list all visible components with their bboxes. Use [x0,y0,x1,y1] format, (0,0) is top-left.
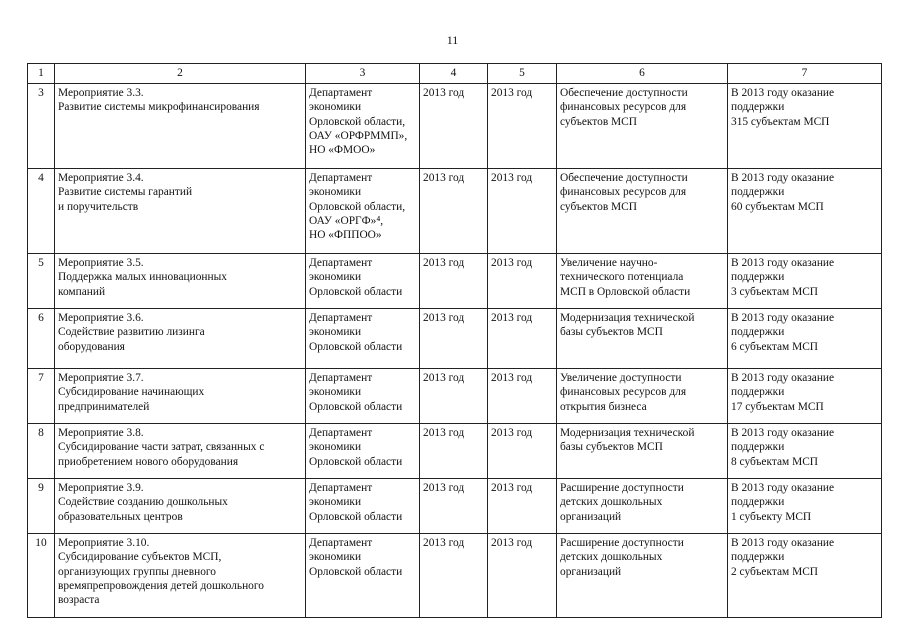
executor-cell [306,534,420,618]
end-year-cell: 2013 год [488,534,557,618]
measure-cell-line: Поддержка малых инновационных [58,271,227,284]
indicator-cell-line: 8 субъектам МСП [731,455,819,468]
executor-cell [306,369,420,424]
column-header: 5 [488,64,557,84]
expected-result-cell-line: базы субъектов МСП [560,326,663,339]
measure-cell [55,479,306,534]
expected-result-cell-line: Обеспечение доступности [560,87,688,99]
expected-result-cell [557,534,728,618]
expected-result-cell [557,84,728,169]
measure-cell-line: компаний [58,285,106,298]
table-row [28,479,882,534]
indicator-cell-line: 3 субъектам МСП [731,285,819,298]
executor-cell-line: экономики [309,271,362,284]
executor-cell-line: экономики [309,101,362,114]
expected-result-cell-line: Увеличение научно- [560,257,658,269]
row-number: 4 [28,169,55,254]
expected-result-cell-line: Увеличение доступности [560,372,682,384]
executor-cell [306,424,420,479]
expected-result-cell-line: детских дошкольных [560,551,663,564]
measure-cell-line: приобретением нового оборудования [58,455,239,468]
table-row [28,169,882,254]
indicator-cell-line: В 2013 году оказание [731,482,835,494]
executor-cell-line: Департамент [309,372,373,384]
executor-cell [306,309,420,369]
executor-cell-line: Орловской области, [309,200,406,213]
executor-cell-line: ОАУ «ОРФРММП», [309,129,408,142]
table-row [28,309,882,369]
measure-cell-line: образовательных центров [58,510,183,523]
indicator-cell [728,84,882,169]
indicator-cell [728,169,882,254]
measure-cell-line: предпринимателей [58,400,150,413]
expected-result-cell-line: открытия бизнеса [560,400,647,413]
expected-result-cell-line: субъектов МСП [560,200,637,213]
row-number: 7 [28,369,55,424]
expected-result-cell [557,254,728,309]
indicator-cell-line: 60 субъектам МСП [731,200,824,213]
page-number: 11 [446,33,459,47]
measure-cell-line: Субсидирование начинающих [58,386,205,399]
row-number: 5 [28,254,55,309]
indicator-cell-line: В 2013 году оказание [731,537,835,549]
executor-cell-line: ОАУ «ОРГФ»⁴, [309,214,384,227]
measure-cell [55,309,306,369]
table-row [28,369,882,424]
start-year-cell: 2013 год [420,84,488,169]
executor-cell-line: Департамент [309,312,373,324]
expected-result-cell-line: технического потенциала [560,271,684,284]
indicator-cell [728,309,882,369]
end-year-cell: 2013 год [488,424,557,479]
measure-cell-line: Мероприятие 3.10. [58,537,150,549]
indicator-cell-line: В 2013 году оказание [731,427,835,439]
header-row [28,64,882,84]
measure-cell-line: оборудования [58,340,125,353]
table-row [28,254,882,309]
indicator-cell-line: 315 субъектам МСП [731,115,830,128]
measure-cell [55,169,306,254]
executor-cell [306,169,420,254]
indicator-cell-line: поддержки [731,496,785,509]
executor-cell-line: Департамент [309,172,373,184]
indicator-cell-line: 6 субъектам МСП [731,340,819,353]
executor-cell-line: экономики [309,496,362,509]
expected-result-cell-line: Расширение доступности [560,482,684,494]
measure-cell-line: Субсидирование части затрат, связанных с [58,441,265,454]
executor-cell-line: Орловской области [309,285,403,298]
executor-cell-line: Департамент [309,87,373,99]
expected-result-cell-line: организаций [560,565,622,578]
start-year-cell: 2013 год [420,424,488,479]
executor-cell-line: Орловской области [309,340,403,353]
executor-cell-line: экономики [309,326,362,339]
expected-result-cell-line: организаций [560,510,622,523]
column-header: 2 [55,64,306,84]
measure-cell-line: Развитие системы микрофинансирования [58,101,260,114]
table-row [28,84,882,169]
measure-cell [55,254,306,309]
executor-cell-line: Орловской области [309,510,403,523]
indicator-cell-line: В 2013 году оказание [731,172,835,184]
measure-cell-line: Мероприятие 3.6. [58,312,144,324]
measure-cell-line: Содействие развитию лизинга [58,326,205,339]
indicator-cell-line: поддержки [731,326,785,339]
executor-cell [306,479,420,534]
column-header: 7 [728,64,882,84]
indicator-cell [728,424,882,479]
executor-cell-line: Департамент [309,427,373,439]
start-year-cell: 2013 год [420,309,488,369]
measure-cell [55,369,306,424]
expected-result-cell-line: субъектов МСП [560,115,637,128]
row-number: 8 [28,424,55,479]
start-year-cell: 2013 год [420,369,488,424]
table-row [28,424,882,479]
executor-cell-line: Департамент [309,482,373,494]
expected-result-cell-line: детских дошкольных [560,496,663,509]
end-year-cell: 2013 год [488,369,557,424]
end-year-cell: 2013 год [488,84,557,169]
indicator-cell [728,254,882,309]
executor-cell-line: Орловской области [309,400,403,413]
end-year-cell: 2013 год [488,309,557,369]
indicator-cell-line: 1 субъекту МСП [731,510,812,523]
executor-cell-line: Орловской области [309,565,403,578]
expected-result-cell-line: финансовых ресурсов для [560,186,687,199]
executor-cell [306,84,420,169]
expected-result-cell-line: базы субъектов МСП [560,441,663,454]
executor-cell-line: Департамент [309,537,373,549]
measure-cell-line: Мероприятие 3.8. [58,427,144,439]
measure-cell-line: организующих группы дневного [58,565,216,578]
row-number: 10 [28,534,55,618]
indicator-cell-line: В 2013 году оказание [731,312,835,324]
indicator-cell-line: 17 субъектам МСП [731,400,824,413]
measure-cell-line: и поручительств [58,200,139,213]
expected-result-cell [557,369,728,424]
executor-cell-line: Орловской области, [309,115,406,128]
indicator-cell-line: 2 субъектам МСП [731,565,819,578]
executor-cell-line: экономики [309,441,362,454]
expected-result-cell [557,479,728,534]
measure-cell-line: Мероприятие 3.9. [58,482,144,494]
expected-result-cell [557,309,728,369]
expected-result-cell-line: Модернизация технической [560,427,695,439]
column-header: 1 [28,64,55,84]
measure-cell [55,534,306,618]
expected-result-cell-line: финансовых ресурсов для [560,386,687,399]
executor-cell-line: НО «ФМОО» [309,144,376,157]
executor-cell-line: экономики [309,386,362,399]
measure-cell [55,424,306,479]
column-header: 4 [420,64,488,84]
end-year-cell: 2013 год [488,169,557,254]
expected-result-cell-line: Модернизация технической [560,312,695,324]
measure-cell-line: Мероприятие 3.3. [58,87,144,99]
table-row [28,534,882,618]
measures-table [27,63,882,618]
indicator-cell [728,534,882,618]
column-header: 3 [306,64,420,84]
measure-cell [55,84,306,169]
indicator-cell-line: В 2013 году оказание [731,372,835,384]
measure-cell-line: Мероприятие 3.4. [58,172,144,184]
end-year-cell: 2013 год [488,479,557,534]
measure-cell-line: Развитие системы гарантий [58,186,193,199]
measure-cell-line: возраста [58,594,100,607]
indicator-cell [728,479,882,534]
indicator-cell-line: поддержки [731,271,785,284]
expected-result-cell [557,169,728,254]
expected-result-cell-line: Обеспечение доступности [560,172,688,184]
start-year-cell: 2013 год [420,254,488,309]
measure-cell-line: Мероприятие 3.7. [58,372,144,384]
row-number: 3 [28,84,55,169]
row-number: 6 [28,309,55,369]
measure-cell-line: времяпрепровождения детей дошкольного [58,579,264,592]
executor-cell-line: Департамент [309,257,373,269]
executor-cell-line: экономики [309,186,362,199]
start-year-cell: 2013 год [420,534,488,618]
executor-cell-line: экономики [309,551,362,564]
measure-cell-line: Содействие созданию дошкольных [58,496,228,509]
expected-result-cell [557,424,728,479]
expected-result-cell-line: МСП в Орловской области [560,285,691,298]
row-number: 9 [28,479,55,534]
column-header: 6 [557,64,728,84]
executor-cell-line: Орловской области [309,455,403,468]
expected-result-cell-line: Расширение доступности [560,537,684,549]
executor-cell [306,254,420,309]
executor-cell-line: НО «ФППОО» [309,229,382,242]
start-year-cell: 2013 год [420,169,488,254]
indicator-cell-line: поддержки [731,551,785,564]
end-year-cell: 2013 год [488,254,557,309]
indicator-cell-line: поддержки [731,441,785,454]
indicator-cell-line: В 2013 году оказание [731,257,835,269]
start-year-cell: 2013 год [420,479,488,534]
measure-cell-line: Мероприятие 3.5. [58,257,144,269]
indicator-cell [728,369,882,424]
indicator-cell-line: поддержки [731,386,785,399]
expected-result-cell-line: финансовых ресурсов для [560,101,687,114]
indicator-cell-line: В 2013 году оказание [731,87,835,99]
indicator-cell-line: поддержки [731,101,785,114]
measure-cell-line: Субсидирование субъектов МСП, [58,551,222,564]
indicator-cell-line: поддержки [731,186,785,199]
